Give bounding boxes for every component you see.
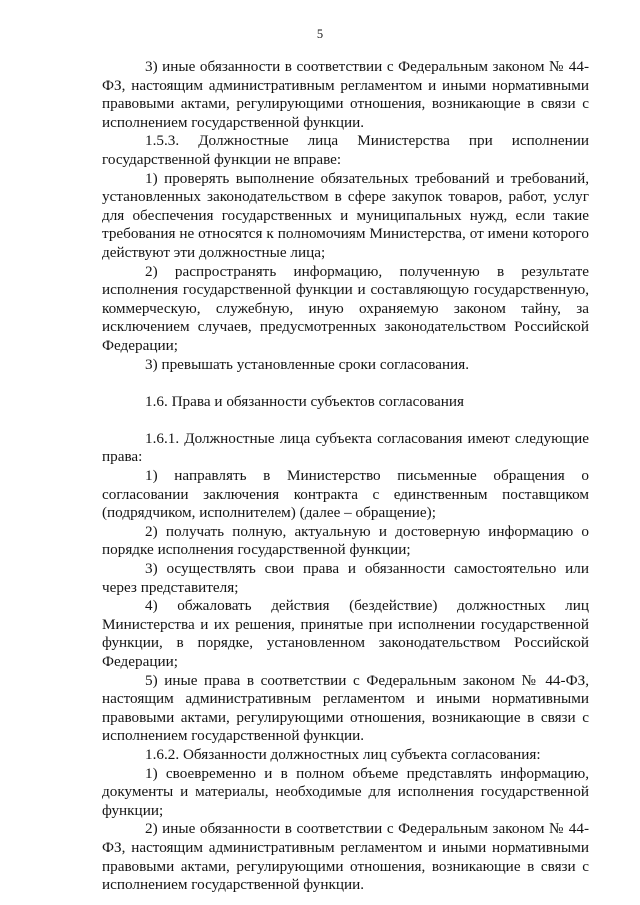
paragraph-prohibition-1: 1) проверять выполнение обязательных требований и требований, установленных законодательством в сфере закупок товаров, работ, услуг для обеспечения государственных и муниципальных нужд, если такие требования не относятся к полномочиям Министерства, от имени которого действуют эти должностные лица; bbox=[102, 169, 589, 261]
paragraph-1-5-3: 1.5.3. Должностные лица Министерства при исполнении государственной функции не вправе: bbox=[102, 132, 589, 168]
paragraph-duty-2: 2) иные обязанности в соответствии с Федеральным законом № 44-ФЗ, настоящим административным регламентом и иными нормативными правовыми актами, регулирующими отношения, возникающие в связи с исполнением государственной функции. bbox=[102, 820, 589, 894]
paragraph-1-6-1: 1.6.1. Должностные лица субъекта согласования имеют следующие права: bbox=[102, 429, 589, 466]
paragraph-right-4: 4) обжаловать действия (бездействие) должностных лиц Министерства и их решения, принятые при исполнении государственной функции, в порядке, установленном законодательством Российской Федерации; bbox=[102, 597, 589, 670]
paragraph-obligations-3: 3) иные обязанности в соответствии с Федеральным законом № 44-ФЗ, настоящим административным регламентом и иными нормативными правовыми актами, регулирующими отношения, возникающие в связи с исполнением государственной функции. bbox=[102, 58, 589, 131]
paragraph-right-2: 2) получать полную, актуальную и достоверную информацию о порядке исполнения государственной функции; bbox=[102, 522, 589, 559]
page-number: 5 bbox=[316, 27, 324, 41]
document-body bbox=[102, 58, 589, 895]
paragraph-right-3: 3) осуществлять свои права и обязанности самостоятельно или через представителя; bbox=[102, 560, 589, 596]
paragraph-prohibition-3: 3) превышать установленные сроки согласования. bbox=[145, 355, 470, 373]
paragraph-prohibition-2: 2) распространять информацию, полученную в результате исполнения государственной функции и составляющую государственную, коммерческую, служебную, иную охраняемую законом тайну, за исключением случаев, предусмотренных законодательством Российской Федерации; bbox=[102, 262, 589, 354]
paragraph-duty-1: 1) своевременно и в полном объеме представлять информацию, документы и материалы, необходимые для исполнения государственной функции; bbox=[102, 764, 589, 819]
section-heading-1-6: 1.6. Права и обязанности субъектов согласования bbox=[145, 392, 464, 410]
paragraph-right-5: 5) иные права в соответствии с Федеральным законом № 44-ФЗ, настоящим административным регламентом и иными нормативными правовыми актами, регулирующими отношения, возникающие в связи с исполнением государственной функции. bbox=[102, 671, 589, 745]
paragraph-right-1: 1) направлять в Министерство письменные обращения о согласовании заключения контракта с единственным поставщиком (подрядчиком, исполнителем) (далее – обращение); bbox=[102, 467, 589, 522]
paragraph-1-6-2: 1.6.2. Обязанности должностных лиц субъекта согласования: bbox=[145, 745, 541, 763]
